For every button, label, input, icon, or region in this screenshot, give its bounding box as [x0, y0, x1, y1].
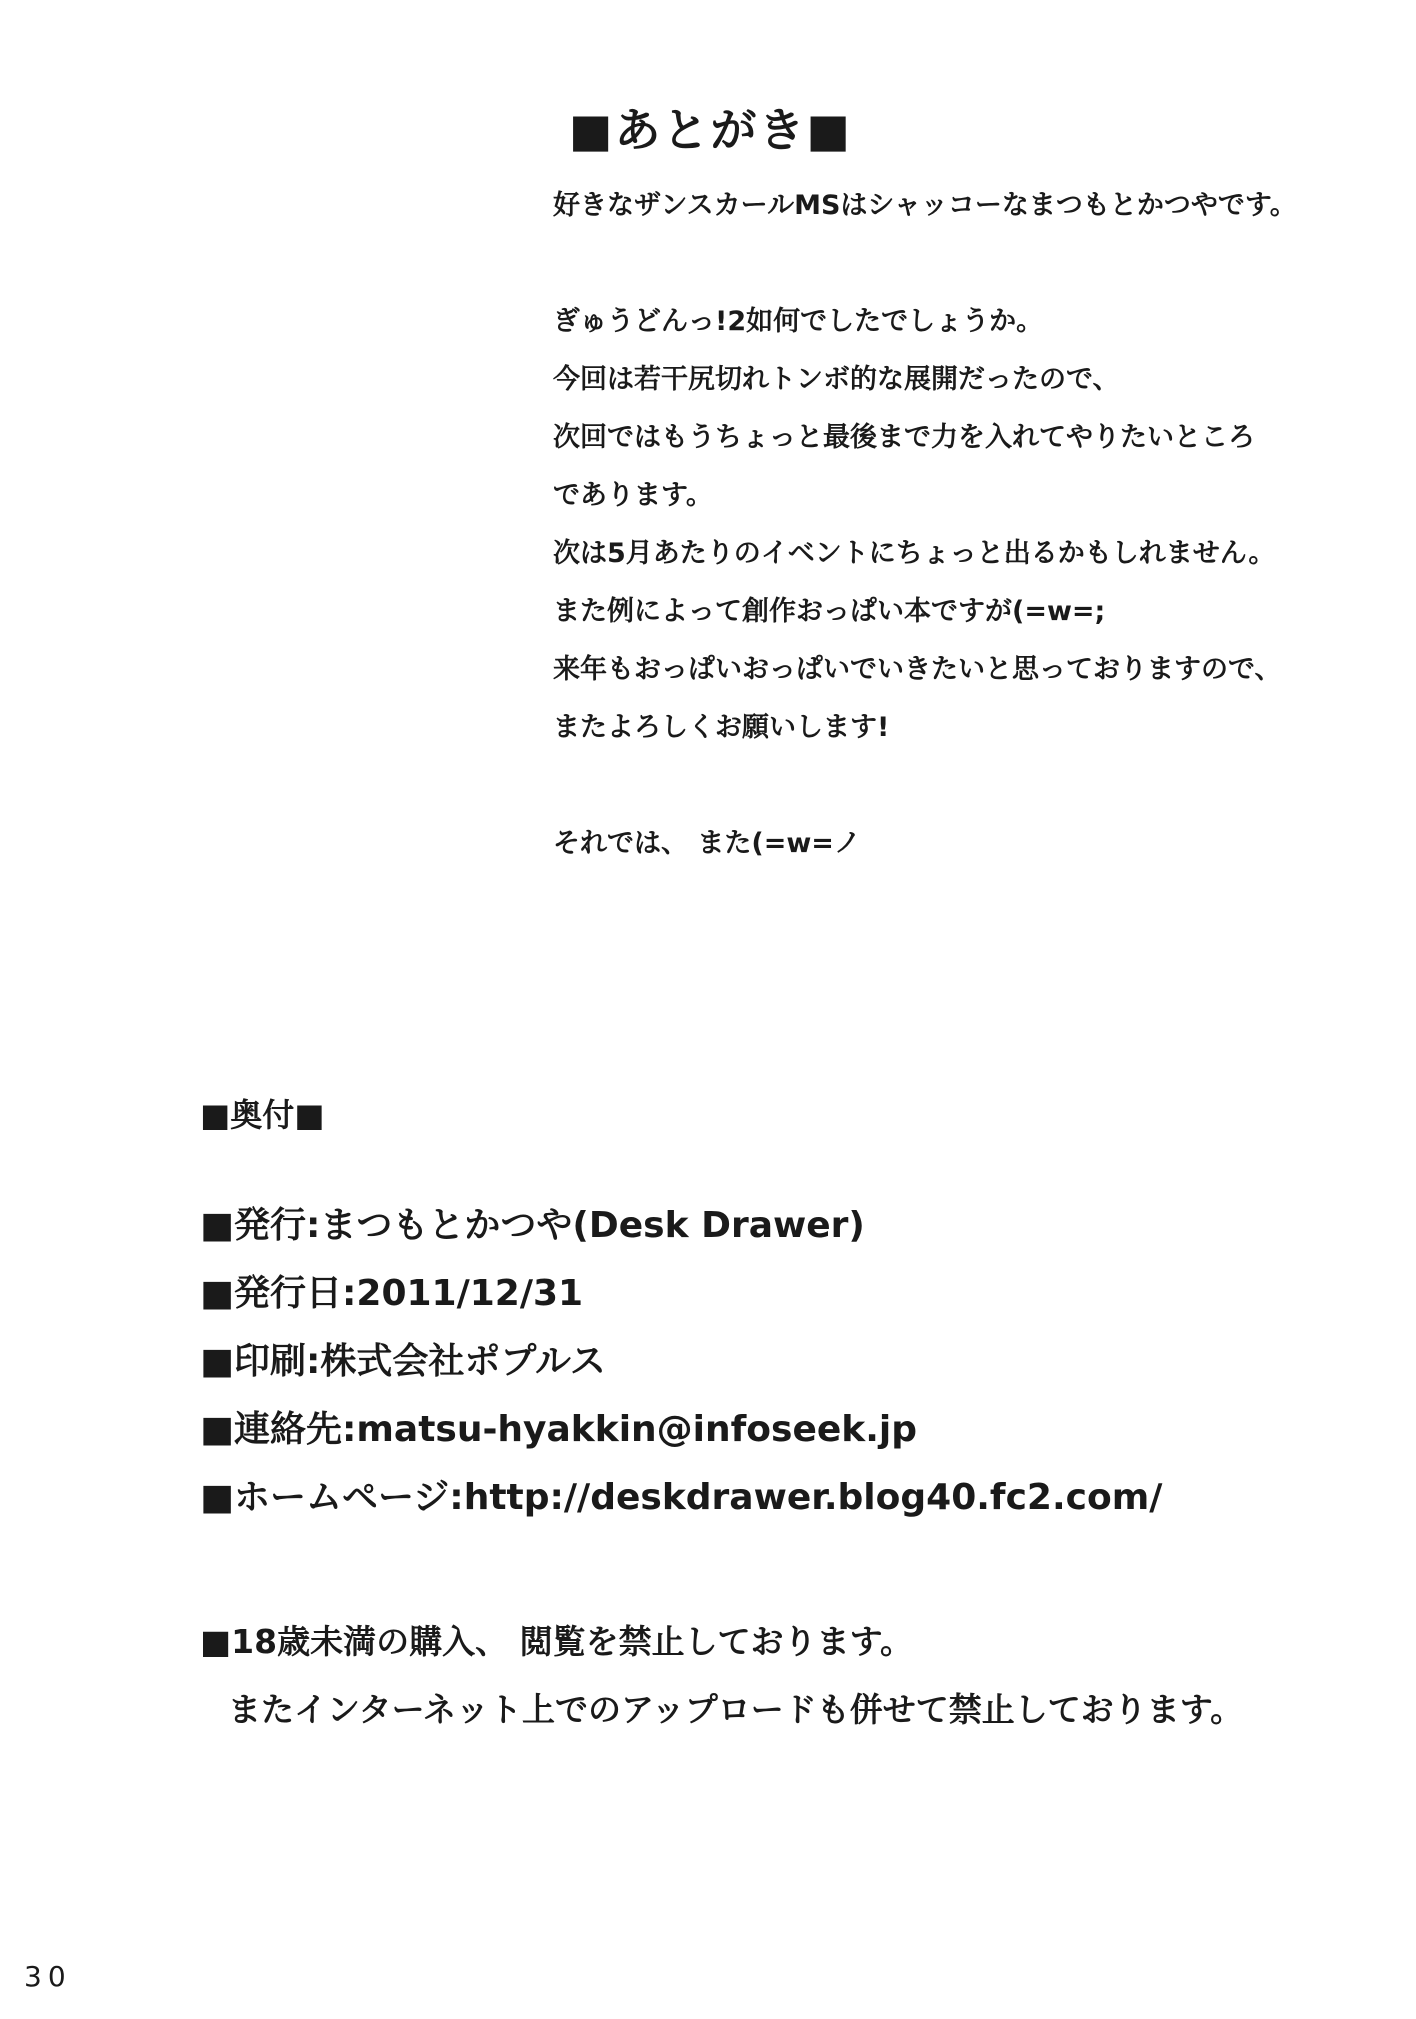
afterword-line: またよろしくお願いします! — [553, 712, 890, 743]
colophon-contact: ■連絡先:matsu-hyakkin@infoseek.jp — [200, 1409, 918, 1450]
afterword-closing: それでは、 また(=w=ノ — [553, 828, 861, 859]
afterword-line: 好きなザンスカールMSはシャッコーなまつもとかつやです。 — [553, 190, 1297, 221]
colophon-section — [200, 1090, 1350, 1532]
colophon-title: ■奥付■ — [200, 1096, 325, 1134]
afterword-line: 今回は若干尻切れトンボ的な展開だったので、 — [553, 364, 1120, 395]
afterword-line: ぎゅうどんっ!2如何でしたでしょうか。 — [553, 306, 1044, 337]
afterword-line: また例によって創作おっぱい本ですが(=w=; — [553, 596, 1106, 627]
afterword-line: 次回ではもうちょっと最後まで力を入れてやりたいところ — [553, 422, 1255, 453]
age-restriction-notice: ■18歳未満の購入、 閲覧を禁止しております。 — [200, 1622, 913, 1661]
colophon-publisher: ■発行:まつもとかつや(Desk Drawer) — [200, 1205, 865, 1246]
afterword-section — [553, 95, 1393, 873]
afterword-title: ■あとがき■ — [569, 103, 852, 157]
colophon-printer: ■印刷:株式会社ポプルス — [200, 1341, 606, 1382]
page-number: 30 — [24, 1960, 72, 1993]
afterword-line: 来年もおっぱいおっぱいでいきたいと思っておりますので、 — [553, 654, 1282, 685]
age-notice-section — [200, 1608, 1350, 1744]
afterword-line: であります。 — [553, 480, 713, 511]
afterword-line: 次は5月あたりのイベントにちょっと出るかもしれません。 — [553, 538, 1276, 569]
colophon-homepage: ■ホームページ:http://deskdrawer.blog40.fc2.com/ — [200, 1477, 1163, 1518]
colophon-date: ■発行日:2011/12/31 — [200, 1273, 584, 1314]
upload-prohibition-notice: またインターネット上でのアップロードも併せて禁止しております。 — [228, 1690, 1244, 1729]
